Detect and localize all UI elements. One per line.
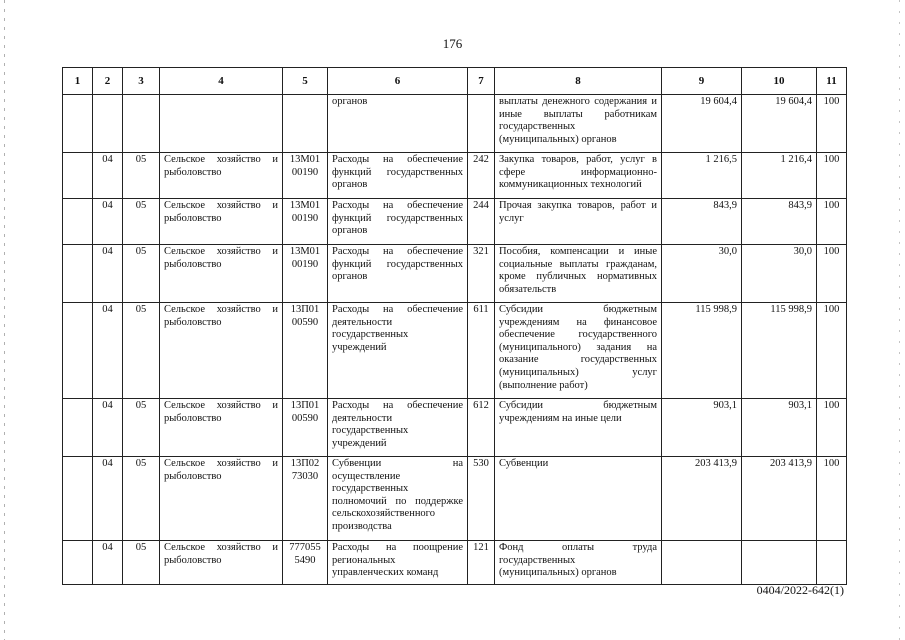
cell-target-code: 13М01 00190: [283, 199, 328, 245]
cell-section: 04: [93, 245, 123, 303]
cell-executed: [742, 541, 817, 585]
cell-subsection: [123, 95, 160, 153]
cell-expense-type: 242: [468, 153, 495, 199]
table-row: [63, 541, 847, 585]
column-header: 2: [93, 68, 123, 95]
table-body: [63, 95, 847, 585]
cell-section: 04: [93, 457, 123, 541]
table-row: [63, 95, 847, 153]
cell-num: [63, 303, 93, 399]
cell-target-name: Расходы на обеспечение деятельности государственных учреждений: [328, 399, 468, 457]
cell-expense-name: Пособия, компенсации и иные социальные выплаты гражданам, кроме публичных нормативных обязательств: [495, 245, 662, 303]
cell-section: [93, 95, 123, 153]
column-header: 11: [817, 68, 847, 95]
cell-expense-type: [468, 95, 495, 153]
cell-expense-name: Субсидии бюджетным учреждениям на финансовое обеспечение государственного (муниципального) задания на оказание государственных (муниципальных) услуг (выполнение работ): [495, 303, 662, 399]
document-id: 0404/2022-642(1): [756, 583, 844, 597]
cell-target-name: Расходы на обеспечение деятельности государственных учреждений: [328, 303, 468, 399]
cell-expense-type: 612: [468, 399, 495, 457]
cell-subsection: 05: [123, 303, 160, 399]
column-header: 8: [495, 68, 662, 95]
cell-planned: [662, 541, 742, 585]
table-row: [63, 303, 847, 399]
table-row: [63, 457, 847, 541]
cell-section: 04: [93, 303, 123, 399]
cell-planned: 1 216,5: [662, 153, 742, 199]
cell-percent: 100: [817, 199, 847, 245]
column-header: 7: [468, 68, 495, 95]
cell-target-code: 777055 5490: [283, 541, 328, 585]
cell-expense-name: Закупка товаров, работ, услуг в сфере информационно-коммуникационных технологий: [495, 153, 662, 199]
cell-section-name: Сельское хозяйство и рыболовство: [160, 153, 283, 199]
cell-percent: [817, 541, 847, 585]
cell-target-name: органов: [328, 95, 468, 153]
column-header: 3: [123, 68, 160, 95]
column-header: 1: [63, 68, 93, 95]
cell-percent: 100: [817, 95, 847, 153]
table-row: [63, 199, 847, 245]
budget-table: [62, 67, 847, 585]
cell-target-code: 13П01 00590: [283, 303, 328, 399]
cell-planned: 115 998,9: [662, 303, 742, 399]
cell-planned: 843,9: [662, 199, 742, 245]
cell-num: [63, 457, 93, 541]
cell-section-name: Сельское хозяйство и рыболовство: [160, 245, 283, 303]
cell-section: 04: [93, 153, 123, 199]
cell-num: [63, 95, 93, 153]
cell-section: 04: [93, 541, 123, 585]
scan-edge-left: [4, 0, 5, 640]
cell-percent: 100: [817, 153, 847, 199]
cell-subsection: 05: [123, 245, 160, 303]
cell-planned: 30,0: [662, 245, 742, 303]
cell-subsection: 05: [123, 199, 160, 245]
cell-target-name: Расходы на обеспечение функций государственных органов: [328, 153, 468, 199]
cell-section-name: Сельское хозяйство и рыболовство: [160, 399, 283, 457]
cell-percent: 100: [817, 303, 847, 399]
cell-expense-name: Субсидии бюджетным учреждениям на иные цели: [495, 399, 662, 457]
cell-num: [63, 199, 93, 245]
cell-expense-name: выплаты денежного содержания и иные выплаты работникам государственных (муниципальных) органов: [495, 95, 662, 153]
table-row: [63, 399, 847, 457]
cell-percent: 100: [817, 399, 847, 457]
cell-target-name: Расходы на поощрение региональных управленческих команд: [328, 541, 468, 585]
table-row: [63, 245, 847, 303]
cell-executed: 30,0: [742, 245, 817, 303]
cell-section: 04: [93, 399, 123, 457]
cell-executed: 19 604,4: [742, 95, 817, 153]
cell-expense-type: 244: [468, 199, 495, 245]
cell-expense-name: Фонд оплаты труда государственных (муниципальных) органов: [495, 541, 662, 585]
cell-subsection: 05: [123, 399, 160, 457]
cell-expense-type: 321: [468, 245, 495, 303]
cell-executed: 203 413,9: [742, 457, 817, 541]
column-header: 6: [328, 68, 468, 95]
cell-percent: 100: [817, 245, 847, 303]
table-header-row: [63, 68, 847, 95]
cell-planned: 203 413,9: [662, 457, 742, 541]
page-number: 176: [442, 36, 463, 51]
cell-num: [63, 153, 93, 199]
cell-expense-type: 121: [468, 541, 495, 585]
column-header: 9: [662, 68, 742, 95]
cell-target-name: Расходы на обеспечение функций государственных органов: [328, 199, 468, 245]
cell-section-name: Сельское хозяйство и рыболовство: [160, 199, 283, 245]
cell-executed: 903,1: [742, 399, 817, 457]
cell-section-name: Сельское хозяйство и рыболовство: [160, 457, 283, 541]
cell-target-code: 13М01 00190: [283, 153, 328, 199]
cell-target-name: Расходы на обеспечение функций государственных органов: [328, 245, 468, 303]
cell-expense-type: 530: [468, 457, 495, 541]
cell-target-code: 13П01 00590: [283, 399, 328, 457]
cell-expense-name: Прочая закупка товаров, работ и услуг: [495, 199, 662, 245]
cell-target-code: [283, 95, 328, 153]
cell-target-code: 13М01 00190: [283, 245, 328, 303]
cell-subsection: 05: [123, 153, 160, 199]
cell-executed: 115 998,9: [742, 303, 817, 399]
table-row: [63, 153, 847, 199]
cell-subsection: 05: [123, 541, 160, 585]
column-header: 4: [160, 68, 283, 95]
cell-num: [63, 245, 93, 303]
cell-percent: 100: [817, 457, 847, 541]
column-header: 5: [283, 68, 328, 95]
cell-num: [63, 399, 93, 457]
column-header: 10: [742, 68, 817, 95]
cell-executed: 1 216,4: [742, 153, 817, 199]
cell-target-name: Субвенции на осуществление государственных полномочий по поддержке сельскохозяйственного производства: [328, 457, 468, 541]
cell-section-name: [160, 95, 283, 153]
cell-expense-type: 611: [468, 303, 495, 399]
cell-executed: 843,9: [742, 199, 817, 245]
cell-num: [63, 541, 93, 585]
cell-planned: 19 604,4: [662, 95, 742, 153]
cell-target-code: 13П02 73030: [283, 457, 328, 541]
cell-planned: 903,1: [662, 399, 742, 457]
cell-section: 04: [93, 199, 123, 245]
cell-section-name: Сельское хозяйство и рыболовство: [160, 303, 283, 399]
cell-expense-name: Субвенции: [495, 457, 662, 541]
scan-edge-right: [899, 0, 900, 640]
cell-subsection: 05: [123, 457, 160, 541]
cell-section-name: Сельское хозяйство и рыболовство: [160, 541, 283, 585]
